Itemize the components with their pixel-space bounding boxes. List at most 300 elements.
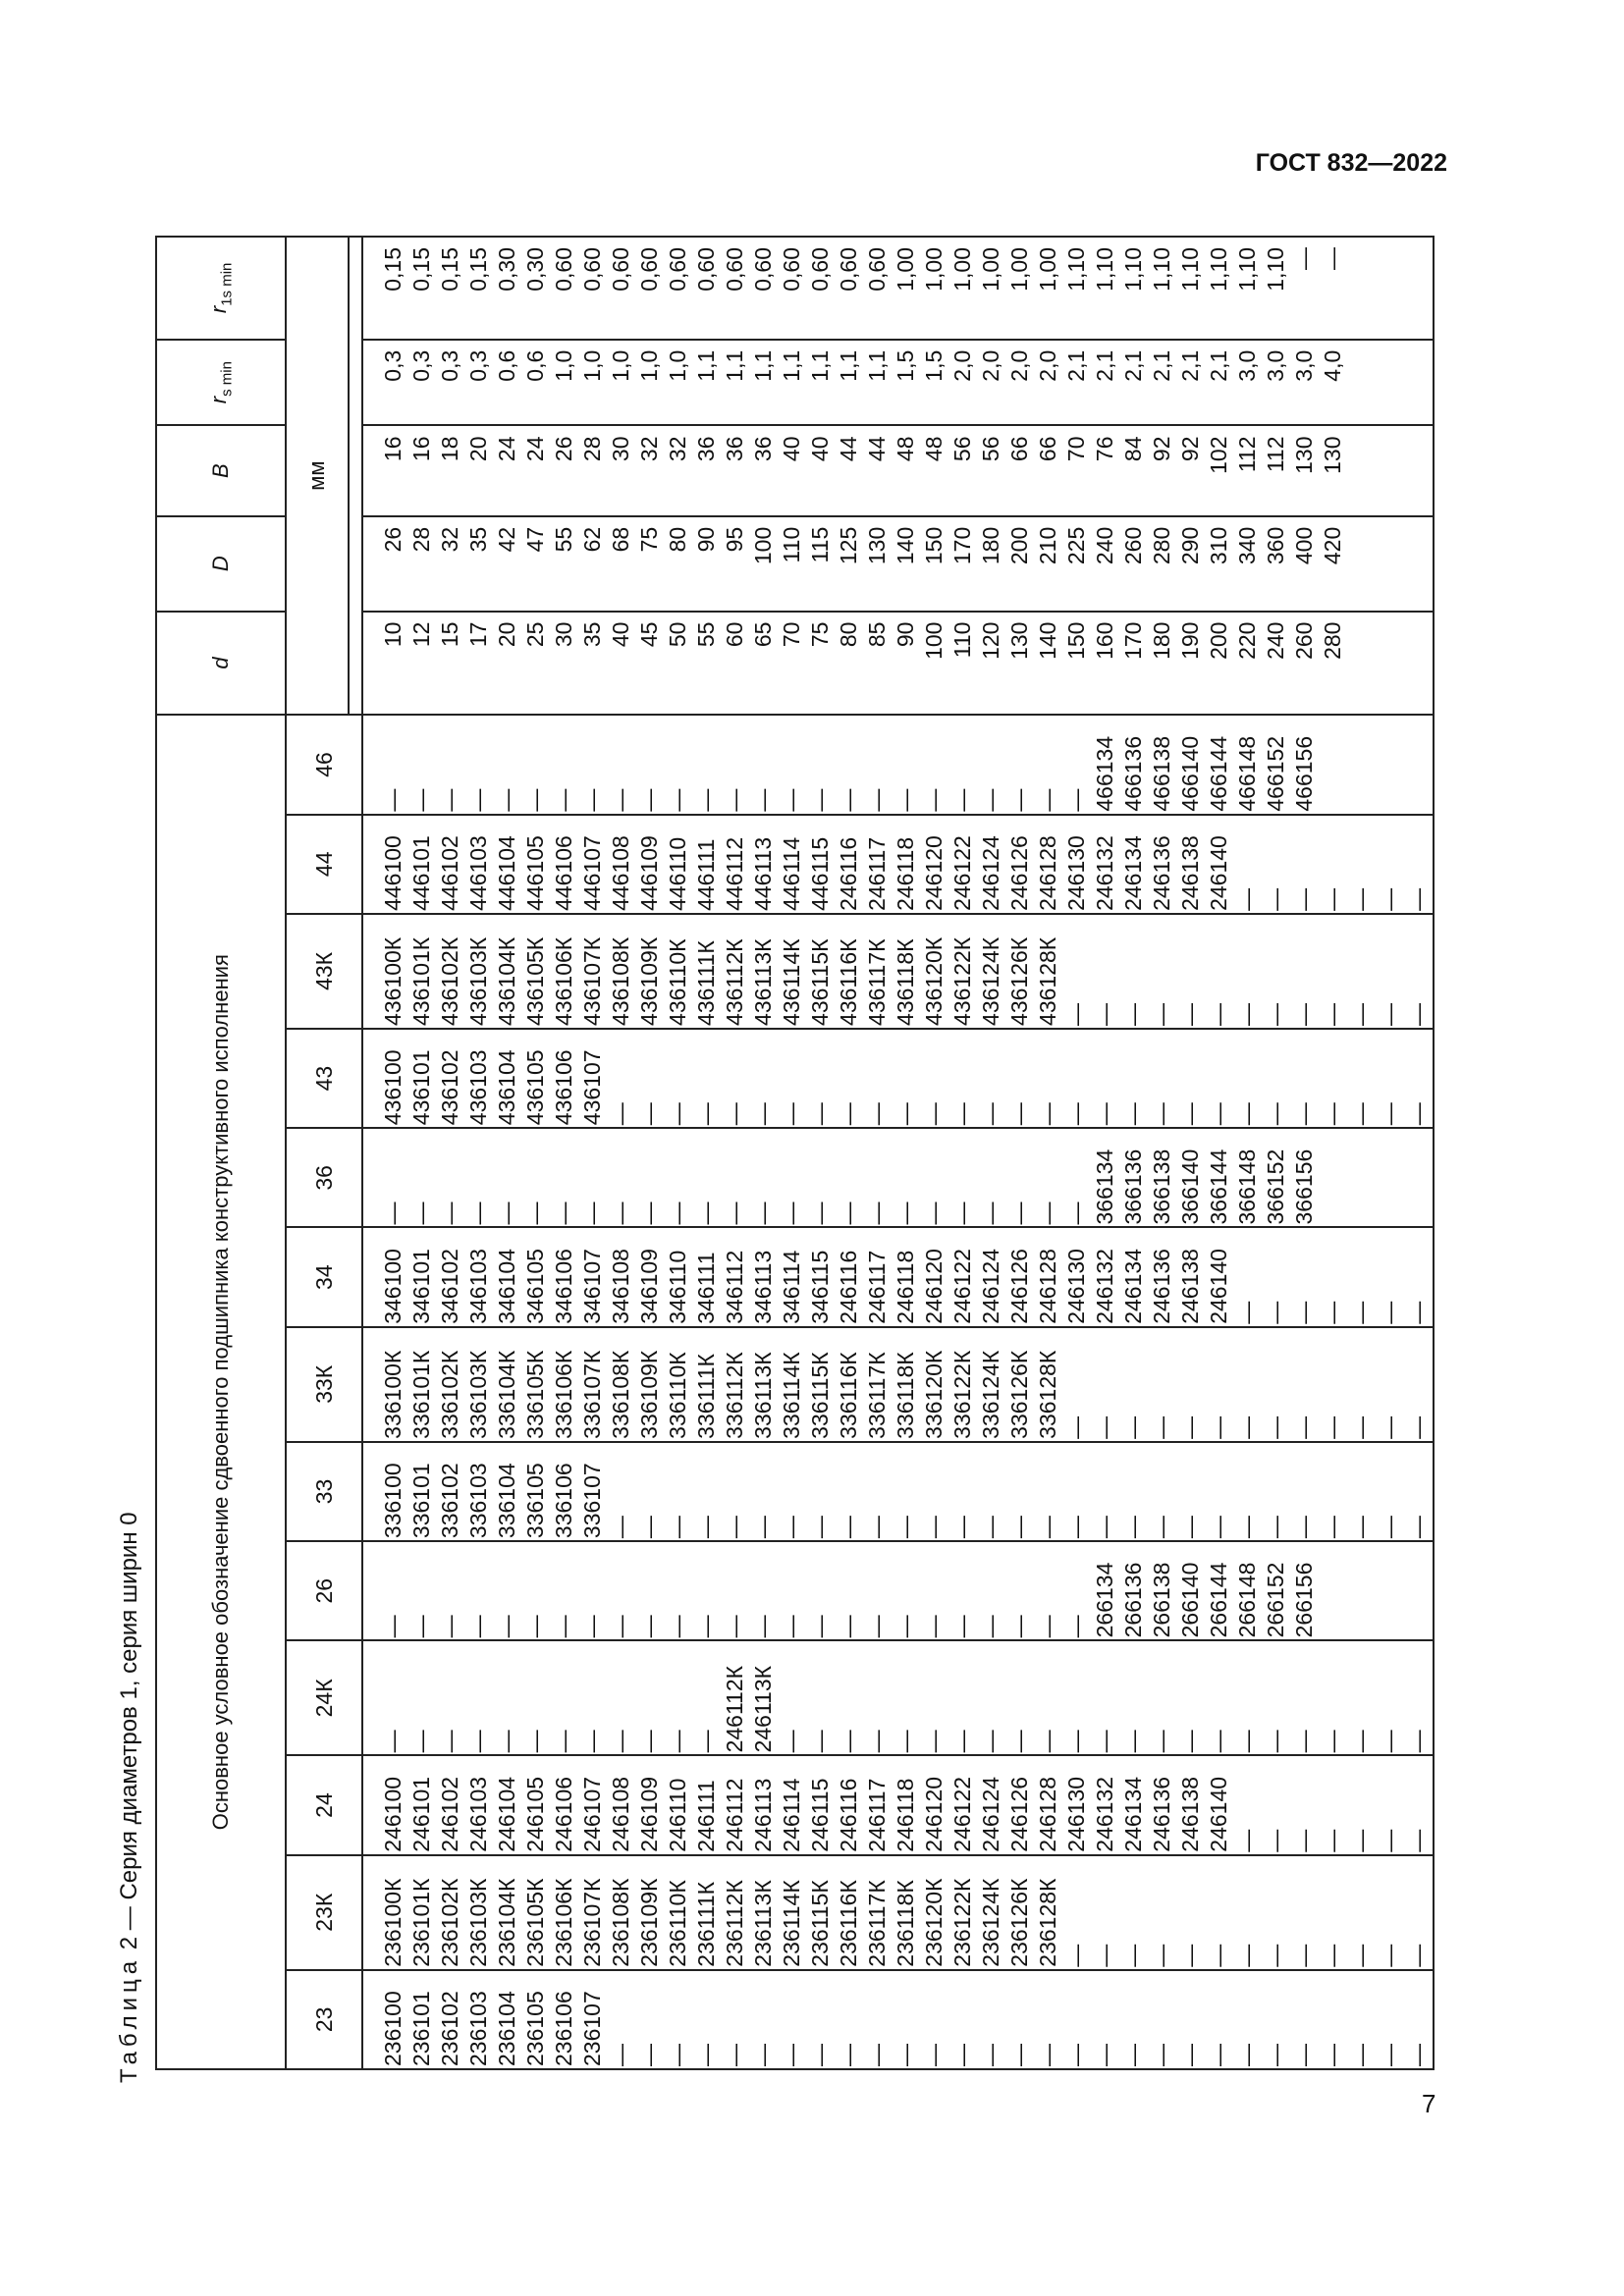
table-cell: 90 <box>693 526 719 553</box>
table-cell: — <box>722 1516 747 1539</box>
table-cell: — <box>1149 1516 1174 1539</box>
table-cell: 366138 <box>1149 1148 1174 1225</box>
col-header-33: 33 <box>286 1442 362 1541</box>
table-cell: 246118 <box>893 836 918 911</box>
table-cell: — <box>1348 1102 1374 1126</box>
table-cell: — <box>1177 1516 1203 1539</box>
table-cell: — <box>579 1730 605 1753</box>
table-cell: 1,10 <box>1263 247 1288 292</box>
table-cell: — <box>978 1730 1003 1753</box>
table-cell: 25 <box>522 621 548 648</box>
table-cell: 236109К <box>636 1878 662 1967</box>
table-cell: 436124К <box>978 936 1003 1026</box>
table-cell: 436104 <box>494 1049 519 1126</box>
table-cell: 336107К <box>579 1350 605 1439</box>
column-24K <box>362 1640 1434 1755</box>
table-cell: — <box>636 2044 662 2066</box>
table-cell: — <box>1063 1102 1089 1126</box>
table-cell: 246134 <box>1120 1776 1146 1852</box>
table-cell: 180 <box>1149 621 1174 660</box>
table-cell: — <box>1206 1102 1231 1126</box>
table-cell: 336102 <box>437 1463 462 1539</box>
table-cell: — <box>1035 1615 1060 1638</box>
table-cell: 246107 <box>579 1776 605 1852</box>
table-cell: — <box>636 1730 662 1753</box>
table-cell: — <box>1006 788 1032 812</box>
table-cell: — <box>750 1102 776 1126</box>
table-cell: — <box>1320 2044 1345 2066</box>
group-header: Основное условное обозначение сдвоенного подшипника конструктивного исполнения <box>156 715 286 2069</box>
table-cell: 246138 <box>1177 1776 1203 1852</box>
table-cell: 56 <box>978 436 1003 462</box>
table-cell: — <box>1291 2044 1317 2066</box>
table-cell: — <box>636 1516 662 1539</box>
table-cell: — <box>779 1102 804 1126</box>
table-cell: 70 <box>779 621 804 648</box>
table-cell: 1,10 <box>1234 247 1260 292</box>
table-cell: 436118К <box>893 938 918 1026</box>
table-cell: — <box>921 1730 947 1753</box>
table-cell: 236107 <box>579 1991 605 2066</box>
table-cell: 0,60 <box>750 247 776 292</box>
table-cell: 1,1 <box>750 349 776 382</box>
table-cell: — <box>1348 2044 1374 2066</box>
table-cell: 346104 <box>494 1249 519 1324</box>
table-cell: 2,1 <box>1149 349 1174 382</box>
table-cell: 112 <box>1234 436 1260 473</box>
table-cell: 1,1 <box>722 349 747 382</box>
table-cell: — <box>1291 1516 1317 1539</box>
table-cell: 246116 <box>836 1250 861 1324</box>
table-cell: 246113К <box>750 1665 776 1753</box>
table-cell: 246134 <box>1120 835 1146 911</box>
column-46 <box>362 715 1434 814</box>
table-cell: 336114К <box>779 1352 804 1439</box>
table-cell: 3,0 <box>1234 349 1260 382</box>
table-cell: — <box>1263 887 1288 911</box>
table-cell: — <box>665 1201 690 1225</box>
table-cell: 436108К <box>608 936 633 1026</box>
table-cell: — <box>1405 1002 1431 1026</box>
table-cell: — <box>807 1615 833 1638</box>
table-cell: 85 <box>864 621 890 648</box>
table-cell: — <box>1263 2044 1288 2066</box>
table-cell: — <box>551 788 576 812</box>
table-cell: 30 <box>551 621 576 648</box>
table-cell: 150 <box>921 526 947 565</box>
table-cell: 446110 <box>665 836 690 911</box>
table-cell: 436107К <box>579 936 605 1026</box>
table-cell: 26 <box>551 436 576 462</box>
table-cell: — <box>722 1201 747 1225</box>
table-cell: 346101 <box>408 1249 434 1324</box>
table-cell: 0,60 <box>807 247 833 292</box>
table-cell: 336112К <box>722 1352 747 1439</box>
table-cell: — <box>608 788 633 812</box>
table-cell: 246115 <box>807 1778 833 1852</box>
table-cell: — <box>1405 1829 1431 1852</box>
table-cell: — <box>665 788 690 812</box>
table-cell: — <box>836 788 861 812</box>
table-cell: 336111К <box>693 1354 719 1439</box>
table-cell: — <box>1405 1415 1431 1439</box>
table-cell: — <box>1092 1516 1117 1539</box>
table-cell: 266140 <box>1177 1562 1203 1638</box>
table-cell: — <box>693 2044 719 2066</box>
table-cell: — <box>1206 1944 1231 1967</box>
table-cell: 0,60 <box>608 247 633 292</box>
table-cell: — <box>1291 1944 1317 1967</box>
table-cell: — <box>1006 1730 1032 1753</box>
table-cell: — <box>750 788 776 812</box>
column-r1s-min <box>362 237 1434 340</box>
table-cell: 15 <box>437 621 462 648</box>
table-cell: 336116К <box>836 1352 861 1439</box>
table-cell: 236118К <box>893 1880 918 1967</box>
column-43K <box>362 914 1434 1029</box>
table-cell: 140 <box>893 526 918 565</box>
table-cell: 1,1 <box>864 349 890 382</box>
table-cell: — <box>1291 1730 1317 1753</box>
table-cell: — <box>579 788 605 812</box>
table-cell: — <box>1092 1102 1117 1126</box>
table-cell: — <box>1320 1944 1345 1967</box>
table-cell: — <box>1234 1102 1260 1126</box>
table-cell: 24 <box>522 436 548 462</box>
table-cell: 336103 <box>465 1463 491 1539</box>
table-cell: — <box>665 1730 690 1753</box>
table-cell: — <box>1405 1102 1431 1126</box>
table-cell: 220 <box>1234 621 1260 660</box>
table-cell: 1,1 <box>807 349 833 382</box>
table-cell: 336103К <box>465 1350 491 1439</box>
table-cell: 266152 <box>1263 1562 1288 1638</box>
table-cell: 100 <box>921 621 947 660</box>
table-cell: 246120 <box>921 1249 947 1324</box>
table-cell: 336106 <box>551 1463 576 1539</box>
table-cell: 20 <box>494 621 519 648</box>
table-cell: — <box>693 1730 719 1753</box>
table-cell: 240 <box>1263 621 1288 660</box>
table-cell: 336115К <box>807 1352 833 1439</box>
table-cell: — <box>1035 1102 1060 1126</box>
table-cell: 55 <box>693 621 719 648</box>
table-cell: 1,00 <box>921 247 947 292</box>
table-cell: 66 <box>1035 436 1060 462</box>
table-cell: — <box>978 2044 1003 2066</box>
table-cell: 246124 <box>978 1776 1003 1852</box>
table-cell: 95 <box>722 526 747 553</box>
table-cell: 28 <box>579 436 605 462</box>
table-cell: 130 <box>1291 436 1317 474</box>
table-cell: 100 <box>750 526 776 565</box>
table-cell: 436115К <box>807 938 833 1026</box>
table-cell: — <box>864 1730 890 1753</box>
table-cell: — <box>1006 2044 1032 2066</box>
table-cell: — <box>921 1201 947 1225</box>
table-cell: 26 <box>380 526 406 553</box>
table-cell: 1,10 <box>1063 247 1089 292</box>
table-cell: 236128К <box>1035 1878 1060 1967</box>
table-cell: 246136 <box>1149 835 1174 911</box>
table-cell: 16 <box>380 436 406 462</box>
table-cell: — <box>1348 1415 1374 1439</box>
table-cell: 140 <box>1035 621 1060 660</box>
table-cell: 436114К <box>779 938 804 1026</box>
table-cell: — <box>722 1102 747 1126</box>
table-cell: — <box>1177 1944 1203 1967</box>
table-cell: 346105 <box>522 1249 548 1324</box>
table-cell: — <box>921 1615 947 1638</box>
table-cell: 346108 <box>608 1249 633 1324</box>
table-cell: — <box>693 1201 719 1225</box>
table-cell: 0,30 <box>494 247 519 292</box>
table-cell: 346109 <box>636 1249 662 1324</box>
table-cell: 246116 <box>836 1778 861 1852</box>
table-cell: — <box>779 1201 804 1225</box>
col-header-34: 34 <box>286 1228 362 1327</box>
table-cell: — <box>949 2044 975 2066</box>
table-cell: 436105 <box>522 1049 548 1126</box>
table-cell: 246117 <box>864 836 890 911</box>
table-cell: — <box>1006 1516 1032 1539</box>
table-cell: 246122 <box>949 1776 975 1852</box>
table-cell: 190 <box>1177 621 1203 660</box>
table-cell: 0,60 <box>665 247 690 292</box>
table-cell: — <box>1035 788 1060 812</box>
table-cell: 266136 <box>1120 1562 1146 1638</box>
table-cell: 2,0 <box>978 349 1003 382</box>
table-cell: — <box>836 2044 861 2066</box>
table-cell: 436116К <box>836 938 861 1026</box>
table-cell: 436102 <box>437 1049 462 1126</box>
table-cell: — <box>864 1201 890 1225</box>
table-cell: — <box>551 1730 576 1753</box>
table-cell: — <box>608 1516 633 1539</box>
table-cell: — <box>836 1102 861 1126</box>
table-cell: 1,10 <box>1206 247 1231 292</box>
table-cell: 446106 <box>551 835 576 911</box>
table-cell: 436120К <box>921 936 947 1026</box>
table-cell: 1,5 <box>893 349 918 382</box>
table-cell: — <box>1063 1201 1089 1225</box>
table-cell: — <box>1348 1944 1374 1967</box>
table-cell: — <box>1234 1002 1260 1026</box>
table-cell: — <box>1035 1516 1060 1539</box>
table-cell: 346114 <box>779 1250 804 1324</box>
table-cell: — <box>1177 1102 1203 1126</box>
table-cell: 246116 <box>836 836 861 911</box>
table-cell: — <box>1320 1730 1345 1753</box>
column-24 <box>362 1755 1434 1854</box>
table-cell: — <box>437 1201 462 1225</box>
table-cell: 246128 <box>1035 1249 1060 1324</box>
table-cell: 246108 <box>608 1776 633 1852</box>
table-cell: 236113К <box>750 1880 776 1967</box>
table-cell: 92 <box>1177 436 1203 462</box>
table-cell: — <box>750 1615 776 1638</box>
table-cell: 246101 <box>408 1776 434 1852</box>
table-cell: 180 <box>978 526 1003 565</box>
table-cell: 84 <box>1120 436 1146 462</box>
table-cell: 366152 <box>1263 1148 1288 1225</box>
table-cell: 336120К <box>921 1350 947 1439</box>
table-cell: — <box>522 1615 548 1638</box>
table-cell: 0,60 <box>636 247 662 292</box>
table-cell: — <box>1092 1944 1117 1967</box>
table-cell: 236103К <box>465 1878 491 1967</box>
table-cell: 10 <box>380 621 406 648</box>
table-cell: — <box>1377 1301 1402 1324</box>
table-cell: 47 <box>522 526 548 553</box>
table-cell: 1,00 <box>893 247 918 292</box>
table-cell: — <box>750 1516 776 1539</box>
table-cell: — <box>1006 1102 1032 1126</box>
table-cell: 1,00 <box>1006 247 1032 292</box>
col-header-43: 43 <box>286 1029 362 1128</box>
table-cell: 236108К <box>608 1878 633 1967</box>
table-cell: — <box>1177 1415 1203 1439</box>
column-33 <box>362 1442 1434 1541</box>
table-cell: 336128К <box>1035 1350 1060 1439</box>
table-cell: — <box>1320 887 1345 911</box>
table-cell: 1,0 <box>551 349 576 382</box>
table-cell: 44 <box>836 436 861 462</box>
table-cell: — <box>437 788 462 812</box>
table-cell: — <box>408 1201 434 1225</box>
table-cell: — <box>1291 1102 1317 1126</box>
table-cell: 236124К <box>978 1878 1003 1967</box>
table-cell: 42 <box>494 526 519 553</box>
caption-label: Таблица <box>116 1955 142 2083</box>
table-cell: 2,1 <box>1206 349 1231 382</box>
table-cell: 1,00 <box>1035 247 1060 292</box>
table-cell: — <box>893 1516 918 1539</box>
table-cell: 260 <box>1120 526 1146 565</box>
table-cell: — <box>807 1102 833 1126</box>
table-cell: 246104 <box>494 1776 519 1852</box>
table-cell: 0,6 <box>494 349 519 382</box>
table-cell: 436103К <box>465 936 491 1026</box>
table-cell: — <box>636 1615 662 1638</box>
table-cell: 420 <box>1320 526 1345 565</box>
table-cell: 200 <box>1206 621 1231 660</box>
table-cell: 246124 <box>978 835 1003 911</box>
column-43 <box>362 1029 1434 1128</box>
table-cell: 225 <box>1063 526 1089 565</box>
table-cell: 236110К <box>665 1880 690 1967</box>
col-header-B: B <box>156 426 286 516</box>
table-cell: 246120 <box>921 835 947 911</box>
table-cell: — <box>1405 1944 1431 1967</box>
table-cell: 246132 <box>1092 1776 1117 1852</box>
table-cell: 236104 <box>494 1991 519 2066</box>
table-cell: — <box>1263 1829 1288 1852</box>
table-cell: 125 <box>836 526 861 565</box>
table-cell: — <box>1405 2044 1431 2066</box>
table-cell: 336113К <box>750 1352 776 1439</box>
table-cell: — <box>1348 887 1374 911</box>
table-cell: 336118К <box>893 1352 918 1439</box>
table-cell: 466156 <box>1291 735 1317 812</box>
table-cell: 436106 <box>551 1049 576 1126</box>
table-cell: 366140 <box>1177 1148 1203 1225</box>
document-header: ГОСТ 832—2022 <box>1255 149 1447 177</box>
table-cell: 236107К <box>579 1878 605 1967</box>
table-cell: — <box>1348 1516 1374 1539</box>
table-cell: 310 <box>1206 526 1231 565</box>
col-header-d: d <box>156 612 286 716</box>
table-cell: 24 <box>494 436 519 462</box>
table-cell: 236101 <box>408 1991 434 2066</box>
table-cell: 246114 <box>779 1778 804 1852</box>
table-cell: — <box>1035 1201 1060 1225</box>
col-header-46: 46 <box>286 715 362 814</box>
table-cell: 246128 <box>1035 1776 1060 1852</box>
col-header-24K: 24К <box>286 1640 362 1755</box>
table-cell: — <box>465 1615 491 1638</box>
table-cell: — <box>1092 2044 1117 2066</box>
table-cell: 236105 <box>522 1991 548 2066</box>
table-cell: — <box>1291 887 1317 911</box>
table-cell: — <box>1063 1944 1089 1967</box>
table-cell: 0,60 <box>836 247 861 292</box>
table-cell: — <box>1291 1829 1317 1852</box>
table-cell: 446112 <box>722 836 747 911</box>
table-cell: 246106 <box>551 1776 576 1852</box>
table-cell: 32 <box>665 436 690 462</box>
table-cell: — <box>1291 1415 1317 1439</box>
table-cell: — <box>380 1615 406 1638</box>
table-cell: — <box>1234 1829 1260 1852</box>
table-cell: 17 <box>465 621 491 648</box>
table-cell: — <box>1263 1102 1288 1126</box>
table-cell: 0,15 <box>408 247 434 292</box>
table-cell: 436101К <box>408 936 434 1026</box>
table-cell: 236120К <box>921 1878 947 1967</box>
table-cell: 236117К <box>864 1880 890 1967</box>
table-cell: — <box>921 1516 947 1539</box>
table-cell: 436112К <box>722 938 747 1026</box>
table-cell: — <box>408 1730 434 1753</box>
page-number: 7 <box>1422 2089 1436 2118</box>
table-cell: — <box>465 1730 491 1753</box>
table-cell: — <box>1263 1516 1288 1539</box>
table-cell: — <box>1377 1415 1402 1439</box>
table-cell: — <box>408 788 434 812</box>
table-cell: 236105К <box>522 1878 548 1967</box>
table-cell: 446108 <box>608 835 633 911</box>
table-cell: — <box>608 1615 633 1638</box>
table-cell: 436111К <box>693 940 719 1026</box>
table-cell: — <box>1063 1730 1089 1753</box>
table-cell: — <box>1348 1301 1374 1324</box>
table-cell: 246118 <box>893 1778 918 1852</box>
table-cell: 236115К <box>807 1880 833 1967</box>
table-cell: 236106 <box>551 1991 576 2066</box>
table-cell: 0,60 <box>579 247 605 292</box>
table-cell: — <box>1291 247 1317 270</box>
table-cell: 236102 <box>437 1991 462 2066</box>
table-cell: 436122К <box>949 936 975 1026</box>
table-cell: 336105К <box>522 1350 548 1439</box>
table-cell: 35 <box>579 621 605 648</box>
table-cell: 246130 <box>1063 1249 1089 1324</box>
table-cell: — <box>380 788 406 812</box>
table-cell: 236116К <box>836 1880 861 1967</box>
table-cell: — <box>380 1201 406 1225</box>
table-cell: 446101 <box>408 835 434 911</box>
